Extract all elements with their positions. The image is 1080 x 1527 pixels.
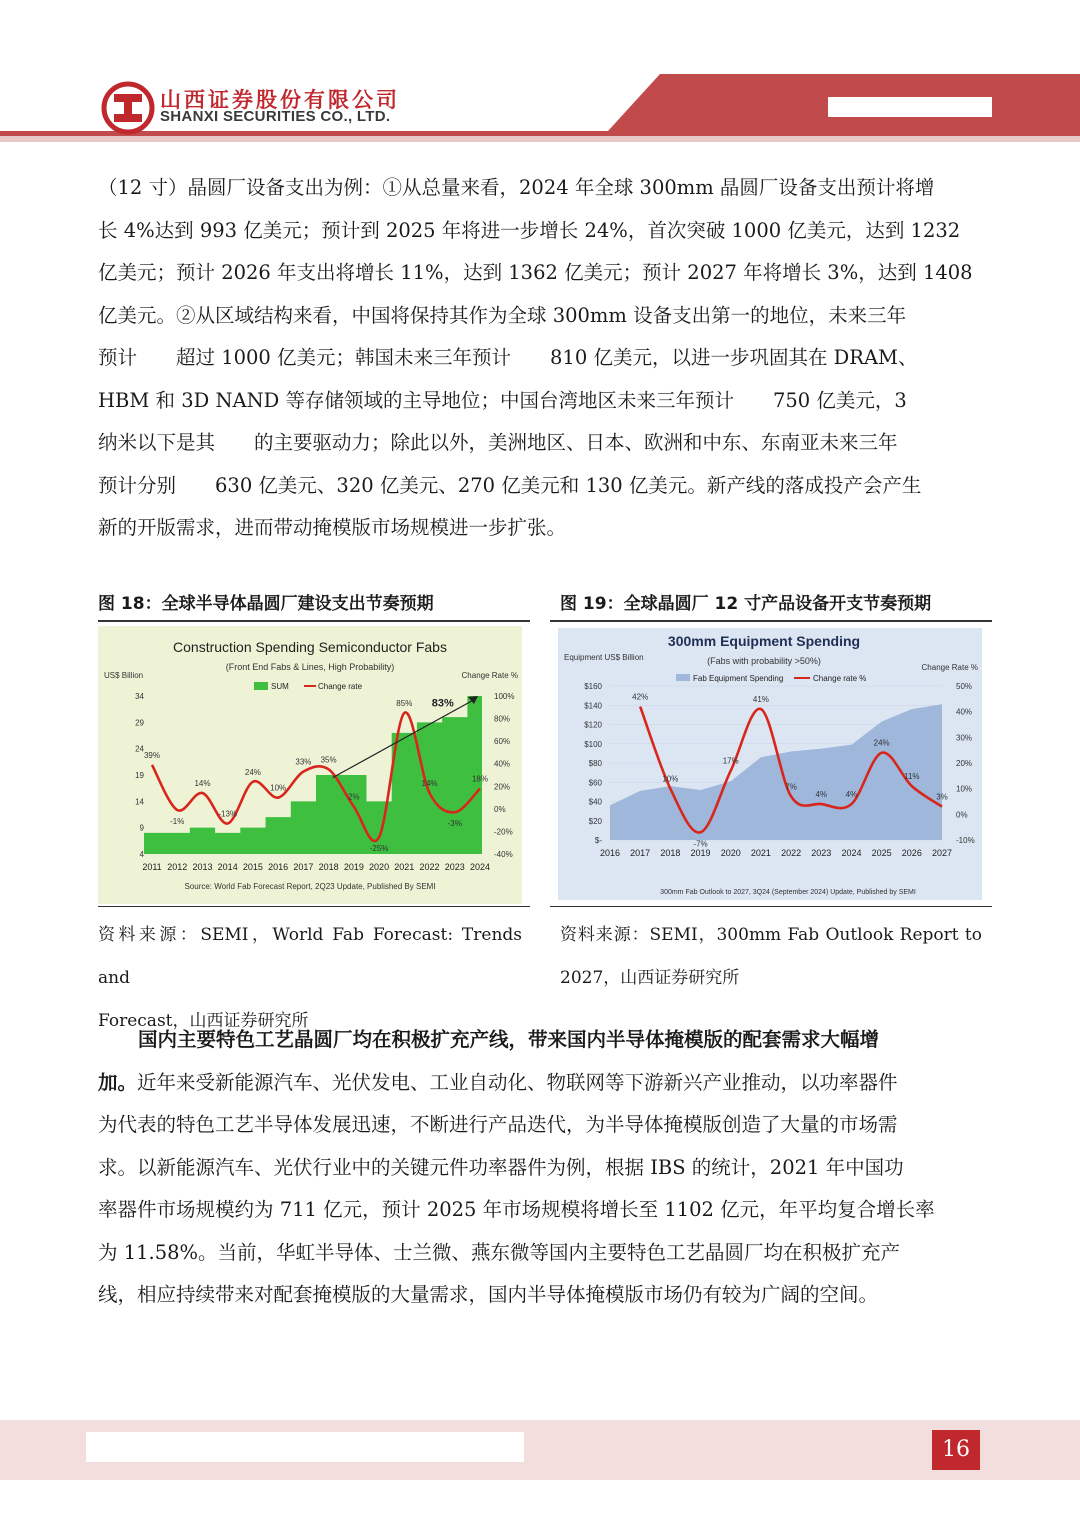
y-tick-label: $160 (584, 682, 602, 691)
y-tick-label: 34 (135, 692, 144, 701)
source-line: Forecast，山西证券研究所 (98, 1011, 309, 1031)
data-label: 11% (904, 772, 920, 782)
x-tick-label: 2019 (690, 848, 711, 858)
text-line: 新的开版需求，进而带动掩模版市场规模进一步扩张。 (98, 516, 567, 539)
x-tick-label: 2011 (142, 862, 162, 872)
y2-tick-label: -40% (494, 850, 513, 859)
data-label: 85% (396, 698, 413, 708)
y-axis-label: US$ Billion (104, 671, 144, 680)
data-label: 39% (143, 750, 161, 760)
y2-tick-label: 0% (956, 810, 968, 820)
y-tick-label: 19 (135, 771, 144, 780)
x-tick-label: 2018 (660, 848, 681, 858)
data-label: 24% (244, 767, 261, 777)
data-label: 7% (785, 782, 797, 792)
figure-18-rule (98, 620, 530, 622)
data-label: 41% (752, 695, 769, 705)
data-label: 14% (194, 779, 211, 789)
text-line: （12 寸）晶圆厂设备支出为例：①从总量来看，2024 年全球 300mm 晶圆厂设备支出预计将增 (98, 176, 935, 199)
figure-18-bottom-rule (98, 906, 530, 907)
y2-axis-label: Change Rate % (921, 663, 978, 672)
bold-lead: 国内主要特色工艺晶圆厂均在积极扩充产线，带来国内半导体掩模版的配套需求大幅增 (138, 1028, 880, 1051)
y2-tick-label: 20% (494, 782, 511, 792)
figure-19-title: 图 19：全球晶圆厂 12 寸产品设备开支节奏预期 (560, 594, 932, 614)
text-line: 预计 超过 1000 亿美元；韩国未来三年预计 810 亿美元，以进一步巩固其在 DRAM、 (98, 346, 918, 369)
text-line: 率器件市场规模约为 711 亿元，预计 2025 年市场规模将增长至 1102 亿元，年平均复合增长率 (98, 1198, 935, 1221)
text-line (98, 1019, 982, 1062)
y-tick-label: $40 (588, 797, 602, 807)
x-tick-label: 2016 (268, 862, 289, 872)
y2-tick-label: 0% (494, 804, 506, 814)
x-tick-label: 2016 (599, 848, 621, 858)
data-label: -7% (693, 839, 708, 849)
x-tick-label: 2017 (293, 862, 314, 872)
chart-source: Source: World Fab Forecast Report, 2Q23 Update, Published By SEMI (184, 882, 436, 891)
chart-subtitle: (Front End Fabs & Lines, High Probability) (225, 662, 395, 672)
data-label: -25% (369, 844, 389, 854)
x-tick-label: 2021 (750, 848, 771, 858)
legend-label-equipment: Fab Equipment Spending (693, 674, 784, 683)
text-span: 近年来受新能源汽车、光伏发电、工业自动化、物联网等下游新兴产业推动，以功率器件 (137, 1070, 898, 1094)
y2-tick-label: 10% (956, 784, 973, 794)
y2-tick-label: 40% (494, 759, 511, 769)
chart-title: 300mm Equipment Spending (667, 633, 861, 649)
figure-19-source (560, 914, 982, 1000)
y2-tick-label: 20% (956, 759, 973, 768)
y2-tick-label: 30% (956, 733, 973, 743)
data-label: 14% (421, 779, 438, 789)
data-label: 4% (815, 790, 828, 800)
x-tick-label: 2027 (931, 848, 953, 858)
y-axis-label: Equipment US$ Billion (564, 653, 644, 662)
figure-19-rule (550, 620, 992, 622)
x-tick-label: 2018 (318, 862, 339, 872)
text-line (98, 1062, 982, 1105)
legend-label-change: Change rate % (813, 674, 867, 683)
y-tick-label: $140 (584, 701, 602, 711)
x-tick-label: 2025 (871, 848, 892, 858)
source-line: 资料来源：SEMI，300mm Fab Outlook Report to (560, 925, 982, 945)
x-tick-label: 2012 (167, 862, 188, 872)
y-tick-label: 4 (139, 850, 144, 859)
paragraph-1 (98, 167, 982, 550)
y2-tick-label: 40% (956, 707, 973, 717)
y2-tick-label: 60% (494, 737, 511, 747)
data-label: 42% (632, 692, 649, 702)
chart-300mm-equipment-spending (558, 628, 982, 900)
chart-source: 300mm Fab Outlook to 2027, 3Q24 (September 2024) Update, Published by SEMI (660, 889, 916, 896)
x-tick-label: 2022 (419, 862, 440, 872)
y-tick-label: 24 (135, 744, 144, 754)
y2-tick-label: -10% (956, 836, 975, 845)
figure-18-title: 图 18：全球半导体晶圆厂建设支出节奏预期 (98, 594, 434, 614)
data-label: -13% (218, 809, 238, 819)
x-tick-label: 2020 (369, 862, 390, 872)
x-tick-label: 2019 (343, 862, 364, 872)
data-label: -1% (170, 816, 185, 826)
company-logo-icon (100, 80, 156, 136)
y-tick-label: 9 (139, 823, 144, 833)
x-tick-label: 2014 (217, 862, 238, 872)
x-tick-label: 2021 (394, 862, 415, 872)
data-label: 2% (348, 792, 360, 802)
data-label: 35% (320, 755, 337, 765)
data-label: 10% (662, 774, 679, 784)
x-tick-label: 2017 (630, 848, 651, 858)
chart-subtitle: (Fabs with probability >50%) (707, 656, 821, 666)
data-label: 33% (295, 757, 312, 767)
y-tick-label: $- (594, 836, 602, 845)
legend-swatch-sum (254, 682, 268, 690)
y2-tick-label: -20% (494, 827, 513, 837)
y-tick-label: 14 (135, 797, 144, 807)
text-line: 为 11.58%。当前，华虹半导体、士兰微、燕东微等国内主要特色工艺晶圆厂均在积极扩充产 (98, 1240, 901, 1264)
legend-label-change: Change rate (318, 682, 363, 691)
text-line: HBM 和 3D NAND 等存储领域的主导地位；中国台湾地区未来三年预计 750 亿美元，3 (98, 388, 907, 412)
x-tick-label: 2026 (901, 848, 922, 858)
text-line: 为代表的特色工艺半导体发展迅速，不断进行产品迭代，为半导体掩模版创造了大量的市场需 (98, 1113, 898, 1136)
data-label: -3% (447, 819, 462, 829)
text-line: 亿美元。②从区域结构来看，中国将保持其作为全球 300mm 设备支出第一的地位，未来三年 (98, 303, 907, 327)
source-line: 2027，山西证券研究所 (560, 968, 740, 988)
data-label: 10% (270, 783, 287, 793)
text-line: 亿美元；预计 2026 年支出将增长 11%，达到 1362 亿美元；预计 2027 年将增长 3%，达到 1408 (98, 261, 973, 284)
data-label: 17% (722, 756, 739, 766)
x-tick-label: 2015 (242, 862, 263, 872)
legend-label-sum: SUM (271, 682, 289, 691)
y-tick-label: $60 (588, 778, 602, 788)
y2-axis-label: Change Rate % (461, 671, 518, 680)
data-label: 24% (873, 738, 890, 748)
company-name-cn: 山西证券股份有限公司 (160, 88, 400, 112)
footer-blank-box (86, 1432, 524, 1462)
text-line: 线，相应持续带来对配套掩模版的大量需求，国内半导体掩模版市场仍有较为广阔的空间。 (98, 1283, 879, 1306)
x-tick-label: 2023 (811, 848, 832, 858)
data-label: 3% (936, 792, 948, 802)
y2-tick-label: 100% (494, 692, 515, 701)
x-tick-label: 2024 (841, 848, 862, 858)
text-line: 纳米以下是其 的主要驱动力；除此以外，美洲地区、日本、欧洲和中东、东南亚未来三年 (98, 431, 898, 454)
x-tick-label: 2022 (781, 848, 802, 858)
y-tick-label: $80 (588, 759, 602, 768)
y-tick-label: $120 (584, 720, 602, 730)
y-tick-label: 29 (135, 718, 144, 728)
bold-lead: 加。 (98, 1070, 138, 1094)
x-tick-label: 2013 (192, 862, 213, 872)
page-number: 16 (932, 1430, 980, 1470)
chart-construction-spending (98, 626, 522, 904)
trend-annotation: 83% (431, 697, 454, 710)
data-label: 18% (471, 774, 489, 784)
paragraph-2 (98, 1019, 982, 1317)
data-label: 4% (845, 790, 858, 800)
company-name-en: SHANXI SECURITIES CO., LTD. (160, 108, 391, 125)
page-header (0, 0, 1080, 142)
chart-title: Construction Spending Semiconductor Fabs (173, 639, 447, 655)
x-tick-label: 2024 (469, 862, 491, 872)
legend-swatch-equipment (676, 674, 690, 681)
source-line: 资料来源：SEMI，World Fab Forecast: Trends and (98, 925, 522, 988)
text-line: 预计分别 630 亿美元、320 亿美元、270 亿美元和 130 亿美元。新产线的落成投产会产生 (98, 473, 922, 497)
page-footer (0, 1420, 1080, 1480)
x-tick-label: 2023 (444, 862, 465, 872)
y2-tick-label: 80% (494, 714, 511, 724)
y-tick-label: $20 (588, 816, 602, 826)
y-tick-label: $100 (584, 739, 602, 749)
x-tick-label: 2020 (720, 848, 741, 858)
figure-19-bottom-rule (550, 906, 992, 907)
text-line: 求。以新能源汽车、光伏行业中的关键元件功率器件为例，根据 IBS 的统计，2021 年中国功 (98, 1155, 904, 1179)
text-line: 长 4%达到 993 亿美元；预计到 2025 年将进一步增长 24%，首次突破 1000 亿美元，达到 1232 (98, 218, 961, 242)
y2-tick-label: 50% (956, 682, 973, 691)
